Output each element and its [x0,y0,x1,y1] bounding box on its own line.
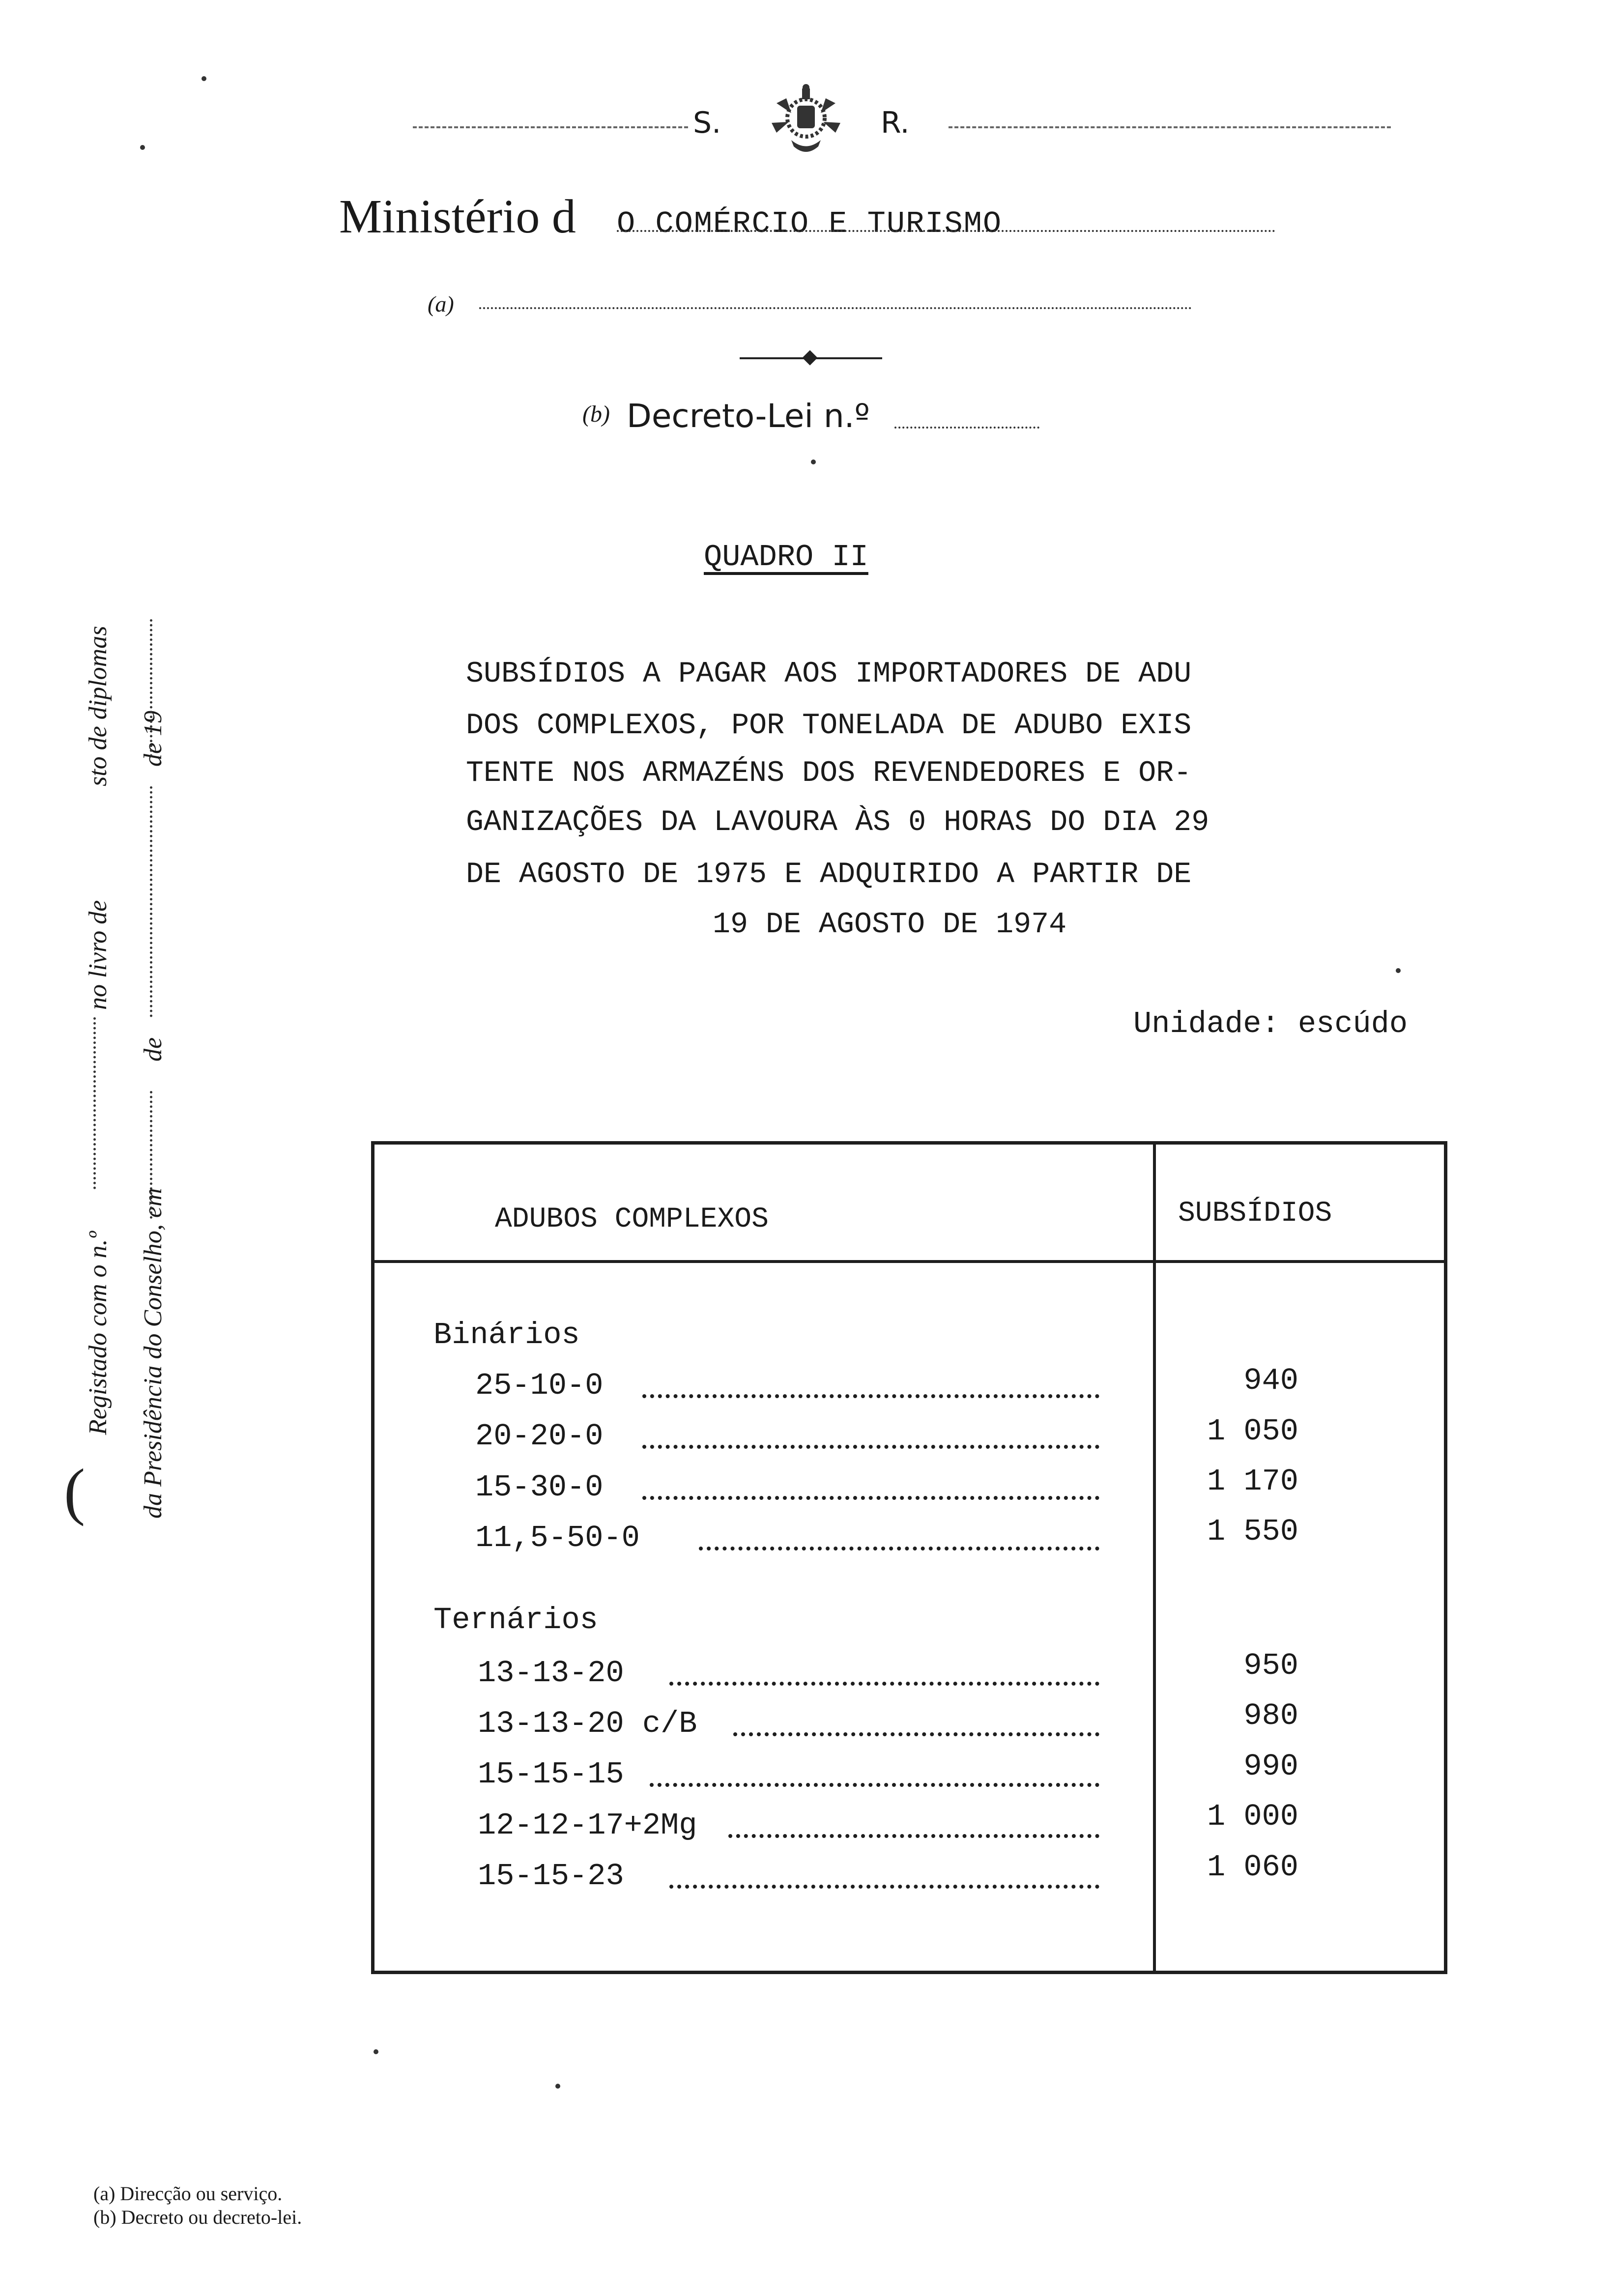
row-value: 1 060 [1207,1850,1298,1885]
row-name: 15-15-15 [478,1757,624,1792]
side-note-line2-b: de [139,1037,167,1062]
registration-bracket: ( [64,1456,86,1527]
line-a-label: (a) [428,291,454,316]
side-note-dotted-1 [93,1017,96,1189]
row-name: 12-12-17+2Mg [478,1808,697,1843]
row-value: 1 170 [1207,1464,1298,1499]
row-name: 13-13-20 c/B [478,1706,697,1741]
subsidy-table [371,1141,1447,1974]
unit-label: Unidade: escúdo [1133,1006,1408,1041]
subtitle-line-4: GANIZAÇÕES DA LAVOURA ÀS 0 HORAS DO DIA 29 [466,806,1209,839]
row-value: 980 [1243,1698,1298,1733]
ministry-dotted-line [617,230,1275,232]
row-value: 1 050 [1207,1414,1298,1449]
dot-leader [669,1885,1099,1889]
scan-speck [811,459,816,464]
row-value: 990 [1243,1749,1298,1784]
row-name: 25-10-0 [475,1368,604,1403]
group-ternarios: Ternários [433,1603,598,1637]
row-name: 15-15-23 [478,1859,624,1894]
table-column-divider [1153,1145,1156,1971]
page-title: QUADRO II [704,540,868,574]
ministry-department: O COMÉRCIO E TURISMO [617,206,1003,241]
dot-leader [642,1445,1099,1449]
scan-speck [202,76,206,81]
row-value: 1 000 [1207,1799,1298,1834]
row-name: 13-13-20 [478,1656,624,1691]
side-note-dotted-4 [150,619,152,757]
header-r-letter: R. [881,106,910,140]
header-s-letter: S. [693,106,721,140]
row-name: 15-30-0 [475,1470,604,1505]
row-name: 11,5-50-0 [475,1521,640,1555]
diamond-ornament-icon [802,350,817,365]
dot-leader [699,1547,1099,1550]
dot-leader [650,1783,1099,1787]
scan-speck [555,2084,560,2089]
side-note-dotted-2 [150,1091,152,1219]
subtitle-line-1: SUBSÍDIOS A PAGAR AOS IMPORTADORES DE ADU [466,658,1192,691]
subtitle-line-5: DE AGOSTO DE 1975 E ADQUIRIDO A PARTIR DE [466,858,1192,891]
scan-speck [1396,968,1401,973]
ministry-label: Ministério d [339,190,576,243]
subtitle-line-6: 19 DE AGOSTO DE 1974 [713,908,1067,942]
scan-speck [374,2049,378,2054]
subtitle-line-2: DOS COMPLEXOS, POR TONELADA DE ADUBO EXIS [466,709,1192,743]
footnote-a: (a) Direcção ou serviço. [93,2182,283,2205]
side-note-line2-a: da Presidência do Conselho, em [139,1188,167,1519]
dot-leader [642,1496,1099,1500]
row-value: 1 550 [1207,1514,1298,1549]
side-note-dotted-3 [150,786,152,1017]
coat-of-arms-icon [757,84,855,162]
table-header-divider [374,1260,1444,1263]
dot-leader [669,1682,1099,1686]
decreto-label: Decreto-Lei n.º [627,397,870,435]
scan-speck [140,145,145,150]
col-header-subsidios: SUBSÍDIOS [1178,1198,1332,1230]
group-binarios: Binários [433,1318,580,1352]
col-header-adubos: ADUBOS COMPLEXOS [495,1204,769,1235]
row-value: 940 [1243,1363,1298,1398]
line-a-dotted [479,307,1192,309]
row-value: 950 [1243,1648,1298,1683]
decreto-dotted-line [894,427,1039,429]
side-note-line2-c: de 19 [139,710,167,767]
header-dash-right [949,126,1391,128]
side-note-line1-b: no livro de [84,900,112,1010]
dot-leader [728,1834,1099,1838]
side-note-line1-c: sto de diplomas [84,626,112,786]
line-b-label: (b) [582,401,610,427]
dot-leader [642,1394,1099,1398]
footnote-b: (b) Decreto ou decreto-lei. [93,2206,302,2228]
side-note-line1-a: Registado com o n.º [84,1231,112,1435]
row-name: 20-20-0 [475,1419,604,1454]
subtitle-line-3: TENTE NOS ARMAZÉNS DOS REVENDEDORES E OR- [466,757,1192,790]
header-dash-left [413,126,688,128]
dot-leader [733,1732,1099,1736]
